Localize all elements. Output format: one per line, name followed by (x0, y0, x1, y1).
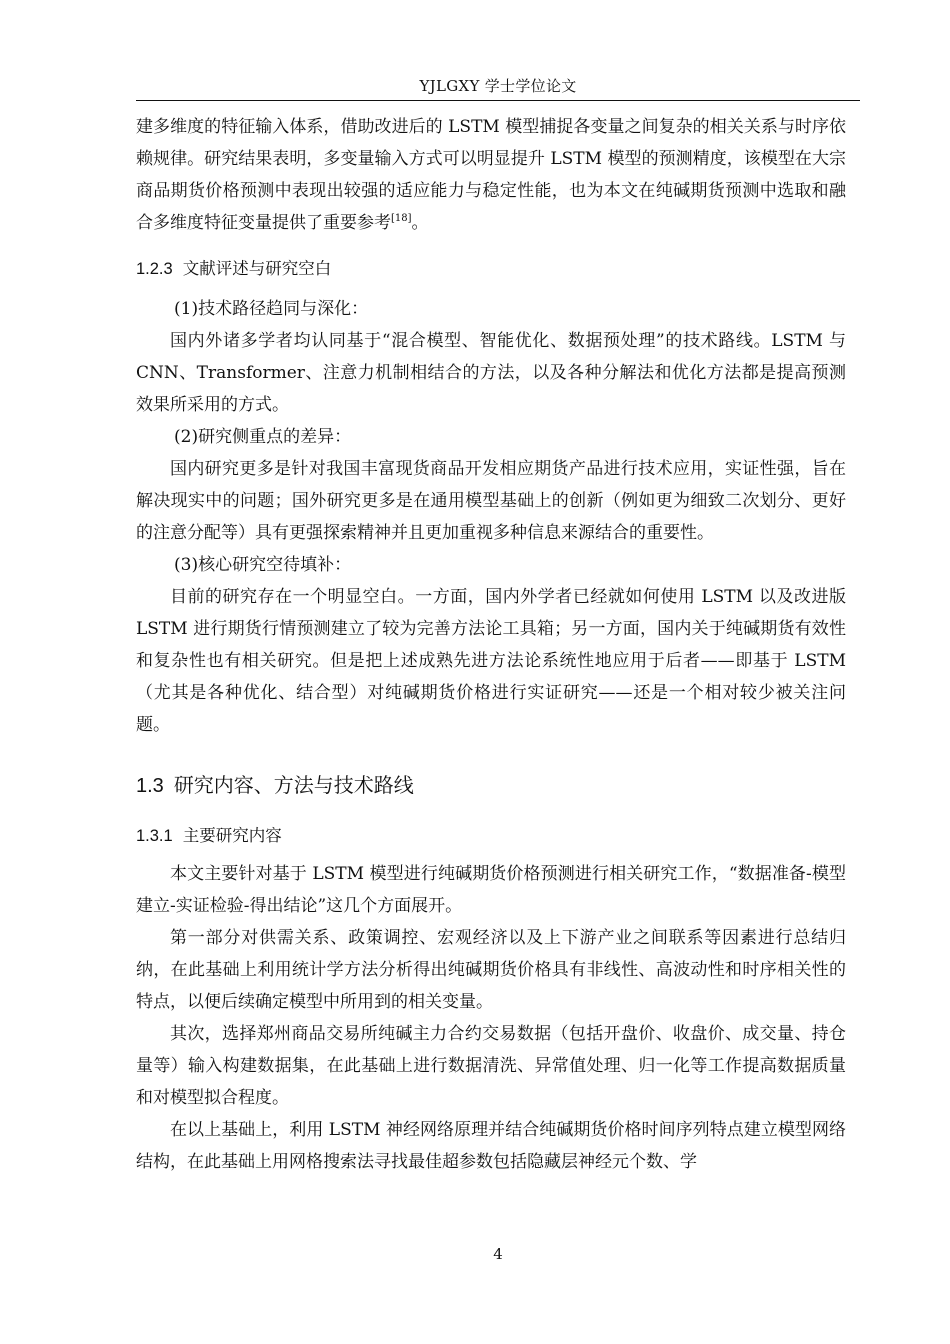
section-number: 1.3.1 (136, 827, 173, 845)
section-number: 1.2.3 (136, 260, 173, 278)
paragraph-text: 建多维度的特征输入体系，借助改进后的 LSTM 模型捕捉各变量之间复杂的相关关系与时序依赖规律。研究结果表明，多变量输入方式可以明显提升 LSTM 模型的预测精度，该模型在大宗商品期货价格预测中表现出较强的适应能力与稳定性能，也为本文在纯碱期货预测中选取和融合多维度特征变量提供了重要参考 (136, 117, 846, 233)
paragraph: 目前的研究存在一个明显空白。一方面，国内外学者已经就如何使用 LSTM 以及改进版 LSTM 进行期货行情预测建立了较为完善方法论工具箱；另一方面，国内关于纯碱期货有效性和复杂性也有相关研究。但是把上述成熟先进方法论系统性地应用于后者——即基于 LSTM（尤其是各种优化、结合型）对纯碱期货价格进行实证研究——还是一个相对较少被关注问题。 (136, 587, 846, 735)
section-title: 研究内容、方法与技术路线 (173, 773, 414, 797)
paragraph: 第一部分对供需关系、政策调控、宏观经济以及上下游产业之间联系等因素进行总结归纳，在此基础上利用统计学方法分析得出纯碱期货价格具有非线性、高波动性和时序相关性的特点，以便后续确定模型中所用到的相关变量。 (136, 928, 846, 1012)
paragraph: 国内外诸多学者均认同基于“混合模型、智能优化、数据预处理”的技术路线。LSTM 与 CNN、Transformer、注意力机制相结合的方法，以及各种分解法和优化方法都是提高预测效果所采用的方式。 (136, 331, 846, 415)
paragraph: 在以上基础上，利用 LSTM 神经网络原理并结合纯碱期货价格时间序列特点建立模型网络结构，在此基础上用网格搜索法寻找最佳超参数包括隐藏层神经元个数、学 (136, 1120, 846, 1172)
section-heading-1-3 (136, 769, 846, 798)
paragraph: 其次，选择郑州商品交易所纯碱主力合约交易数据（包括开盘价、收盘价、成交量、持仓量等）输入构建数据集，在此基础上进行数据清洗、异常值处理、归一化等工作提高数据质量和对模型拟合程度。 (136, 1024, 846, 1108)
paragraph-end: 。 (411, 213, 429, 233)
section-heading-1-2-3 (136, 255, 846, 279)
page-body (136, 111, 846, 1178)
list-item-1: (1)技术路径趋同与深化： (174, 299, 369, 319)
header-rule (136, 100, 860, 101)
section-number: 1.3 (136, 775, 164, 797)
citation-ref: [18] (391, 213, 412, 224)
paragraph-continuation (136, 111, 846, 239)
paragraph: 国内研究更多是针对我国丰富现货商品开发相应期货产品进行技术应用，实证性强，旨在解决现实中的问题；国外研究更多是在通用模型基础上的创新（例如更为细致二次划分、更好的注意分配等）具有更强探索精神并且更加重视多种信息来源结合的重要性。 (136, 459, 846, 543)
page-number: 4 (493, 1245, 503, 1263)
section-title: 文献评述与研究空白 (182, 259, 332, 278)
section-heading-1-3-1 (136, 822, 846, 846)
list-item-2: (2)研究侧重点的差异： (174, 427, 352, 447)
list-item-3: (3)核心研究空待填补： (174, 555, 352, 575)
section-title: 主要研究内容 (182, 826, 282, 845)
running-header: YJLGXY 学士学位论文 (419, 77, 577, 95)
paragraph: 本文主要针对基于 LSTM 模型进行纯碱期货价格预测进行相关研究工作，“数据准备-模型建立-实证检验-得出结论”这几个方面展开。 (136, 864, 846, 916)
